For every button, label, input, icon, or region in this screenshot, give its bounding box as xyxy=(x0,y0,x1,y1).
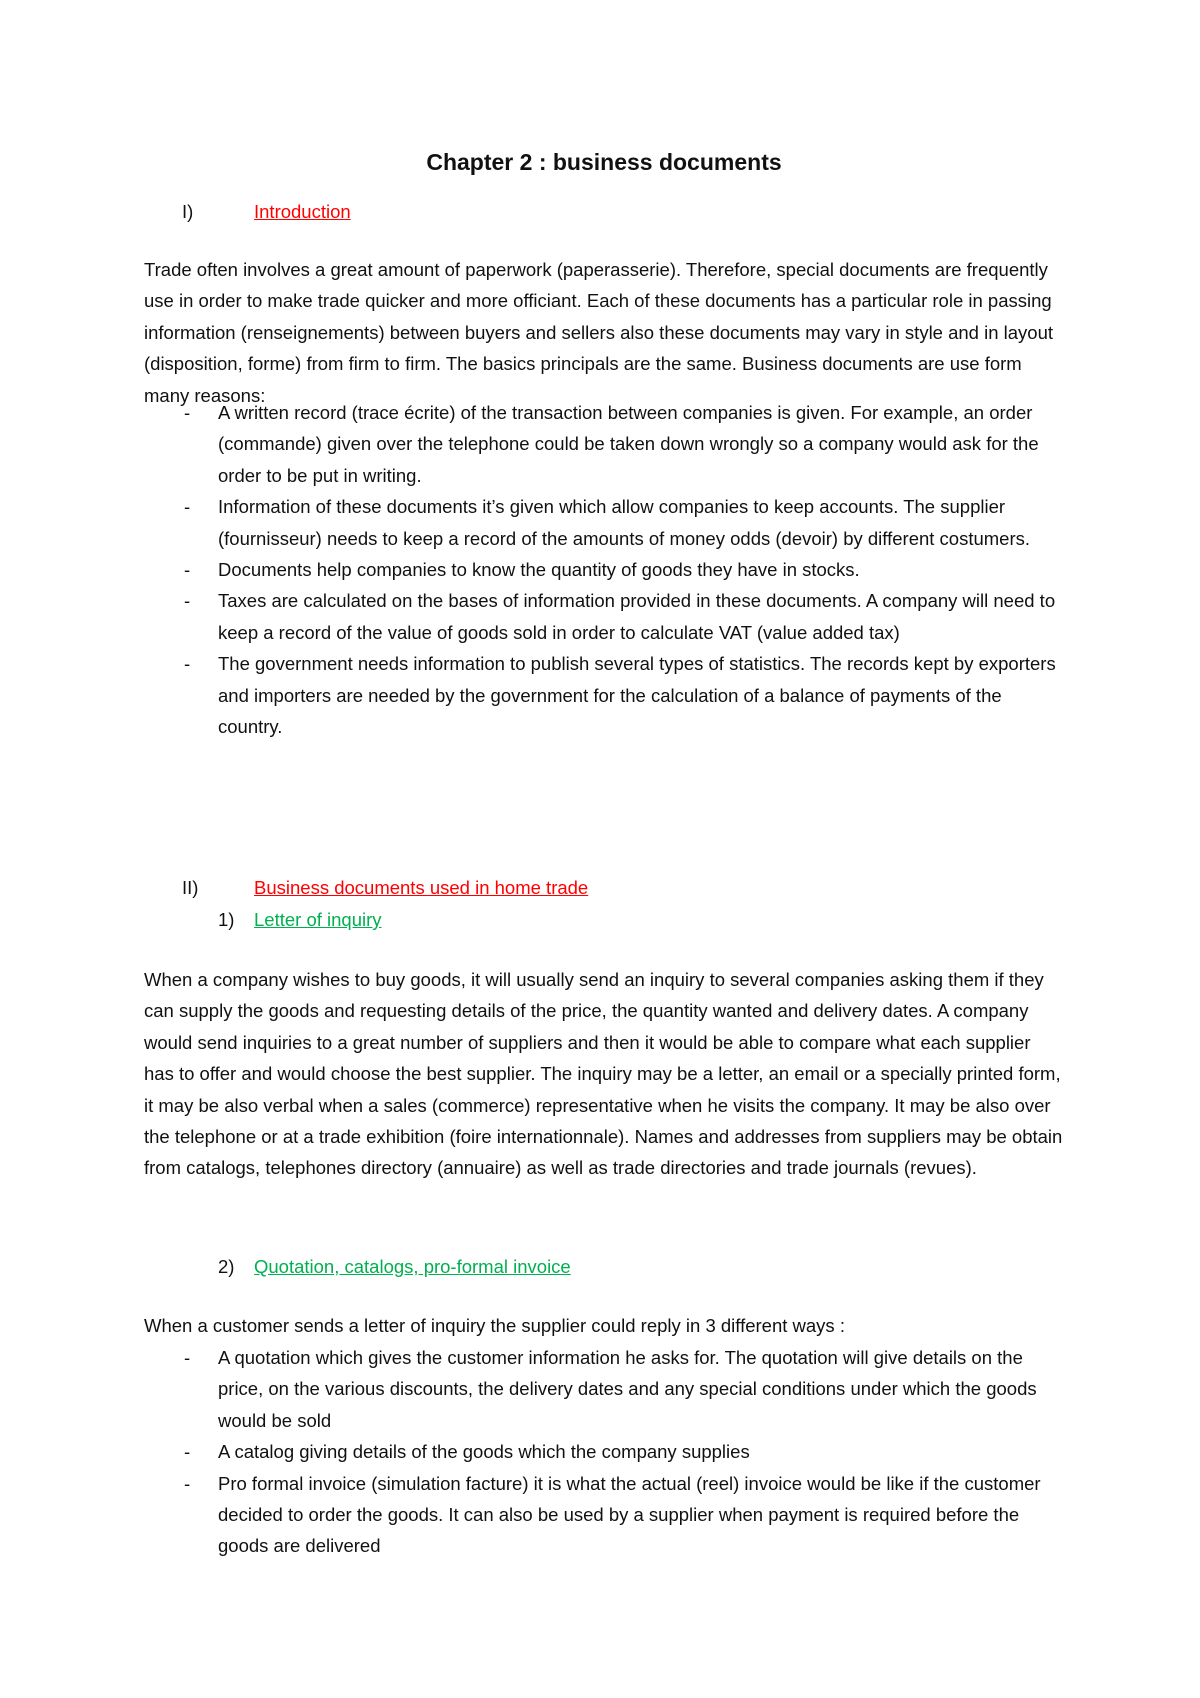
section-title: Introduction xyxy=(254,201,351,222)
list-item xyxy=(144,648,1064,742)
inquiry-paragraph: When a company wishes to buy goods, it will usually send an inquiry to several companies asking them if they can supply the goods and requesting details of the price, the quantity wanted and delivery dates. A company would send inquiries to a great number of suppliers and then it would be able to compare what each supplier has to offer and would choose the best supplier. The inquiry may be a letter, an email or a specially printed form, it may be also verbal when a sales (commerce) representative when he visits the company. It may be also over the telephone or at a trade exhibition (foire internationnale). Names and addresses from suppliers may be obtain from catalogs, telephones directory (annuaire) as well as trade directories and trade journals (revues). xyxy=(144,969,1063,1179)
bullet-marker: - xyxy=(184,402,191,423)
bullet-marker: - xyxy=(184,653,191,675)
bullet-marker: - xyxy=(184,590,191,612)
list-item-text: The government needs information to publish several types of statistics. The records kept by exporters and importers are needed by the government for the calculation of a balance of payments of the country. xyxy=(218,653,1056,738)
list-item xyxy=(144,585,1064,648)
bullet-marker: - xyxy=(184,1441,191,1463)
subsection-number: 2) xyxy=(218,1256,235,1277)
list-item-text: Information of these documents it’s given which allow companies to keep accounts. The supplier (fournisseur) needs to keep a record of the amounts of money odds (devoir) by different costumers. xyxy=(218,496,1031,549)
list-item xyxy=(144,1342,1064,1436)
list-item-text: Pro formal invoice (simulation facture) it is what the actual (reel) invoice would be like if the customer decided to order the goods. It can also be used by a supplier when payment is required before the goods are delivered xyxy=(218,1472,1041,1557)
subsection-title: Quotation, catalogs, pro-formal invoice xyxy=(254,1256,571,1277)
intro-paragraph: Trade often involves a great amount of paperwork (paperasserie). Therefore, special documents are frequently use in order to make trade quicker and more officiant. Each of these documents has a particular role in passing information (renseignements) between buyers and sellers also these documents may vary in style and in layout (disposition, forme) from firm to firm. The basics principals are the same. Business documents are use form many reasons: xyxy=(144,259,1054,406)
quotation-intro-paragraph: When a customer sends a letter of inquiry the supplier could reply in 3 different ways : xyxy=(144,1315,845,1336)
bullet-marker: - xyxy=(184,496,191,518)
list-item xyxy=(144,1468,1064,1562)
list-item xyxy=(144,397,1064,491)
bullet-marker: - xyxy=(184,1347,191,1368)
list-item xyxy=(144,1436,1064,1467)
quotation-bullet-list xyxy=(144,1342,1064,1562)
subsection-title: Letter of inquiry xyxy=(254,909,382,930)
bullet-marker: - xyxy=(184,1472,191,1494)
list-item-text: A quotation which gives the customer information he asks for. The quotation will give details on the price, on the various discounts, the delivery dates and any special conditions under which the goods would be sold xyxy=(218,1347,1037,1431)
list-item-text: Documents help companies to know the quantity of goods they have in stocks. xyxy=(218,559,860,581)
list-item-text: A catalog giving details of the goods which the company supplies xyxy=(218,1441,750,1463)
subsection-number: 1) xyxy=(218,909,235,930)
section-number: II) xyxy=(182,877,199,898)
section-number: I) xyxy=(182,201,194,222)
list-item xyxy=(144,491,1064,554)
list-item-text: A written record (trace écrite) of the transaction between companies is given. For example, an order (commande) given over the telephone could be taken down wrongly so a company would ask for the order to be put in writing. xyxy=(218,402,1039,486)
bullet-marker: - xyxy=(184,559,191,581)
intro-bullet-list xyxy=(144,397,1064,742)
list-item-text: Taxes are calculated on the bases of information provided in these documents. A company will need to keep a record of the value of goods sold in order to calculate VAT (value added tax) xyxy=(218,590,1056,643)
section-title: Business documents used in home trade xyxy=(254,877,589,898)
page-title: Chapter 2 : business documents xyxy=(426,149,782,175)
list-item xyxy=(144,554,1064,585)
